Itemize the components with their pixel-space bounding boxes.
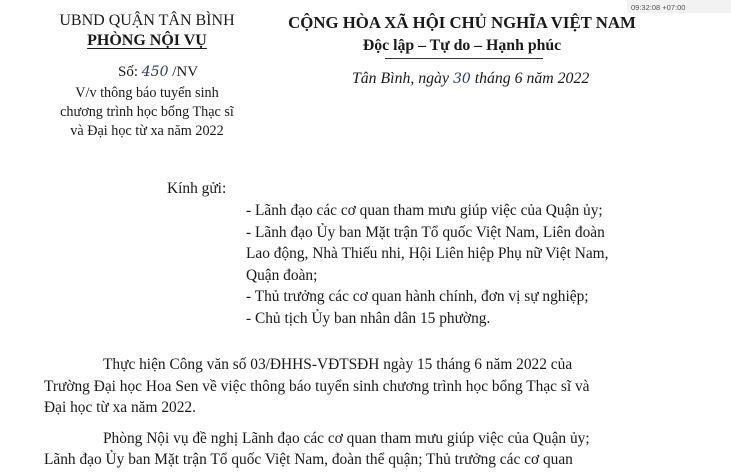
date-day: 30 — [452, 71, 471, 87]
number-prefix: Số: — [118, 64, 139, 80]
recipient-line: - Lãnh đạo các cơ quan tham mưu giúp việc của Quận ủy; — [246, 202, 603, 219]
subject-line: chương trình học bổng Thạc sĩ — [60, 104, 234, 120]
motto: Độc lập – Tự do – Hạnh phúc — [362, 37, 562, 54]
body-paragraph2-line: Lãnh đạo Ủy ban Mặt trận Tổ quốc Việt Nam, đoàn thể quận; Thủ trưởng các cơ quan — [44, 451, 573, 468]
date-prefix: Tân Bình, ngày — [352, 70, 449, 87]
agency-name-text: PHÒNG NỘI VỤ — [87, 32, 207, 49]
subject-line: V/v thông báo tuyển sinh — [75, 85, 219, 101]
digital-signature-stamp — [627, 0, 731, 13]
place-date — [352, 70, 589, 88]
motto-underline — [385, 58, 543, 59]
number-suffix: /NV — [172, 64, 199, 80]
body-paragraph1-line: Thực hiện Công văn số 03/ĐHHS-VĐTSĐH ngày 15 tháng 6 năm 2022 của — [103, 356, 573, 373]
recipients-list — [246, 200, 609, 330]
recipient-line: Quận đoàn; — [246, 266, 318, 284]
agency-name — [32, 32, 262, 50]
subject-line: và Đại học từ xa năm 2022 — [70, 123, 224, 139]
recipient-line: - Chủ tịch Ủy ban nhân dân 15 phường. — [246, 309, 491, 327]
body-paragraph2-line: Phòng Nội vụ đề nghị Lãnh đạo các cơ quan tham mưu giúp việc của Quận ủy; — [103, 430, 590, 447]
body-paragraph1-line: Trường Đại học Hoa Sen về việc thông báo tuyển sinh chương trình học bổng Thạc sĩ và — [44, 378, 590, 395]
recipient-line: Lao động, Nhà Thiếu nhi, Hội Liên hiệp Phụ nữ Việt Nam, — [246, 245, 609, 263]
number-value: 450 — [141, 64, 169, 80]
date-suffix: tháng 6 năm 2022 — [474, 70, 590, 87]
body-paragraph1-line: Đại học từ xa năm 2022. — [44, 399, 196, 416]
agency-parent: UBND QUẬN TÂN BÌNH — [59, 12, 235, 29]
national-title: CỘNG HÒA XÃ HỘI CHỦ NGHĨA VIỆT NAM — [288, 13, 636, 32]
recipient-line: - Lãnh đạo Ủy ban Mặt trận Tổ quốc Việt Nam, Liên đoàn — [246, 223, 605, 241]
subject — [32, 84, 262, 141]
recipients-greeting: Kính gửi: — [167, 180, 227, 197]
recipient-line: - Thủ trưởng các cơ quan hành chính, đơn vị sự nghiệp; — [246, 288, 589, 306]
document-number — [118, 64, 198, 81]
signature-stamp-time: 09:32:08 +07:00 — [631, 3, 686, 12]
